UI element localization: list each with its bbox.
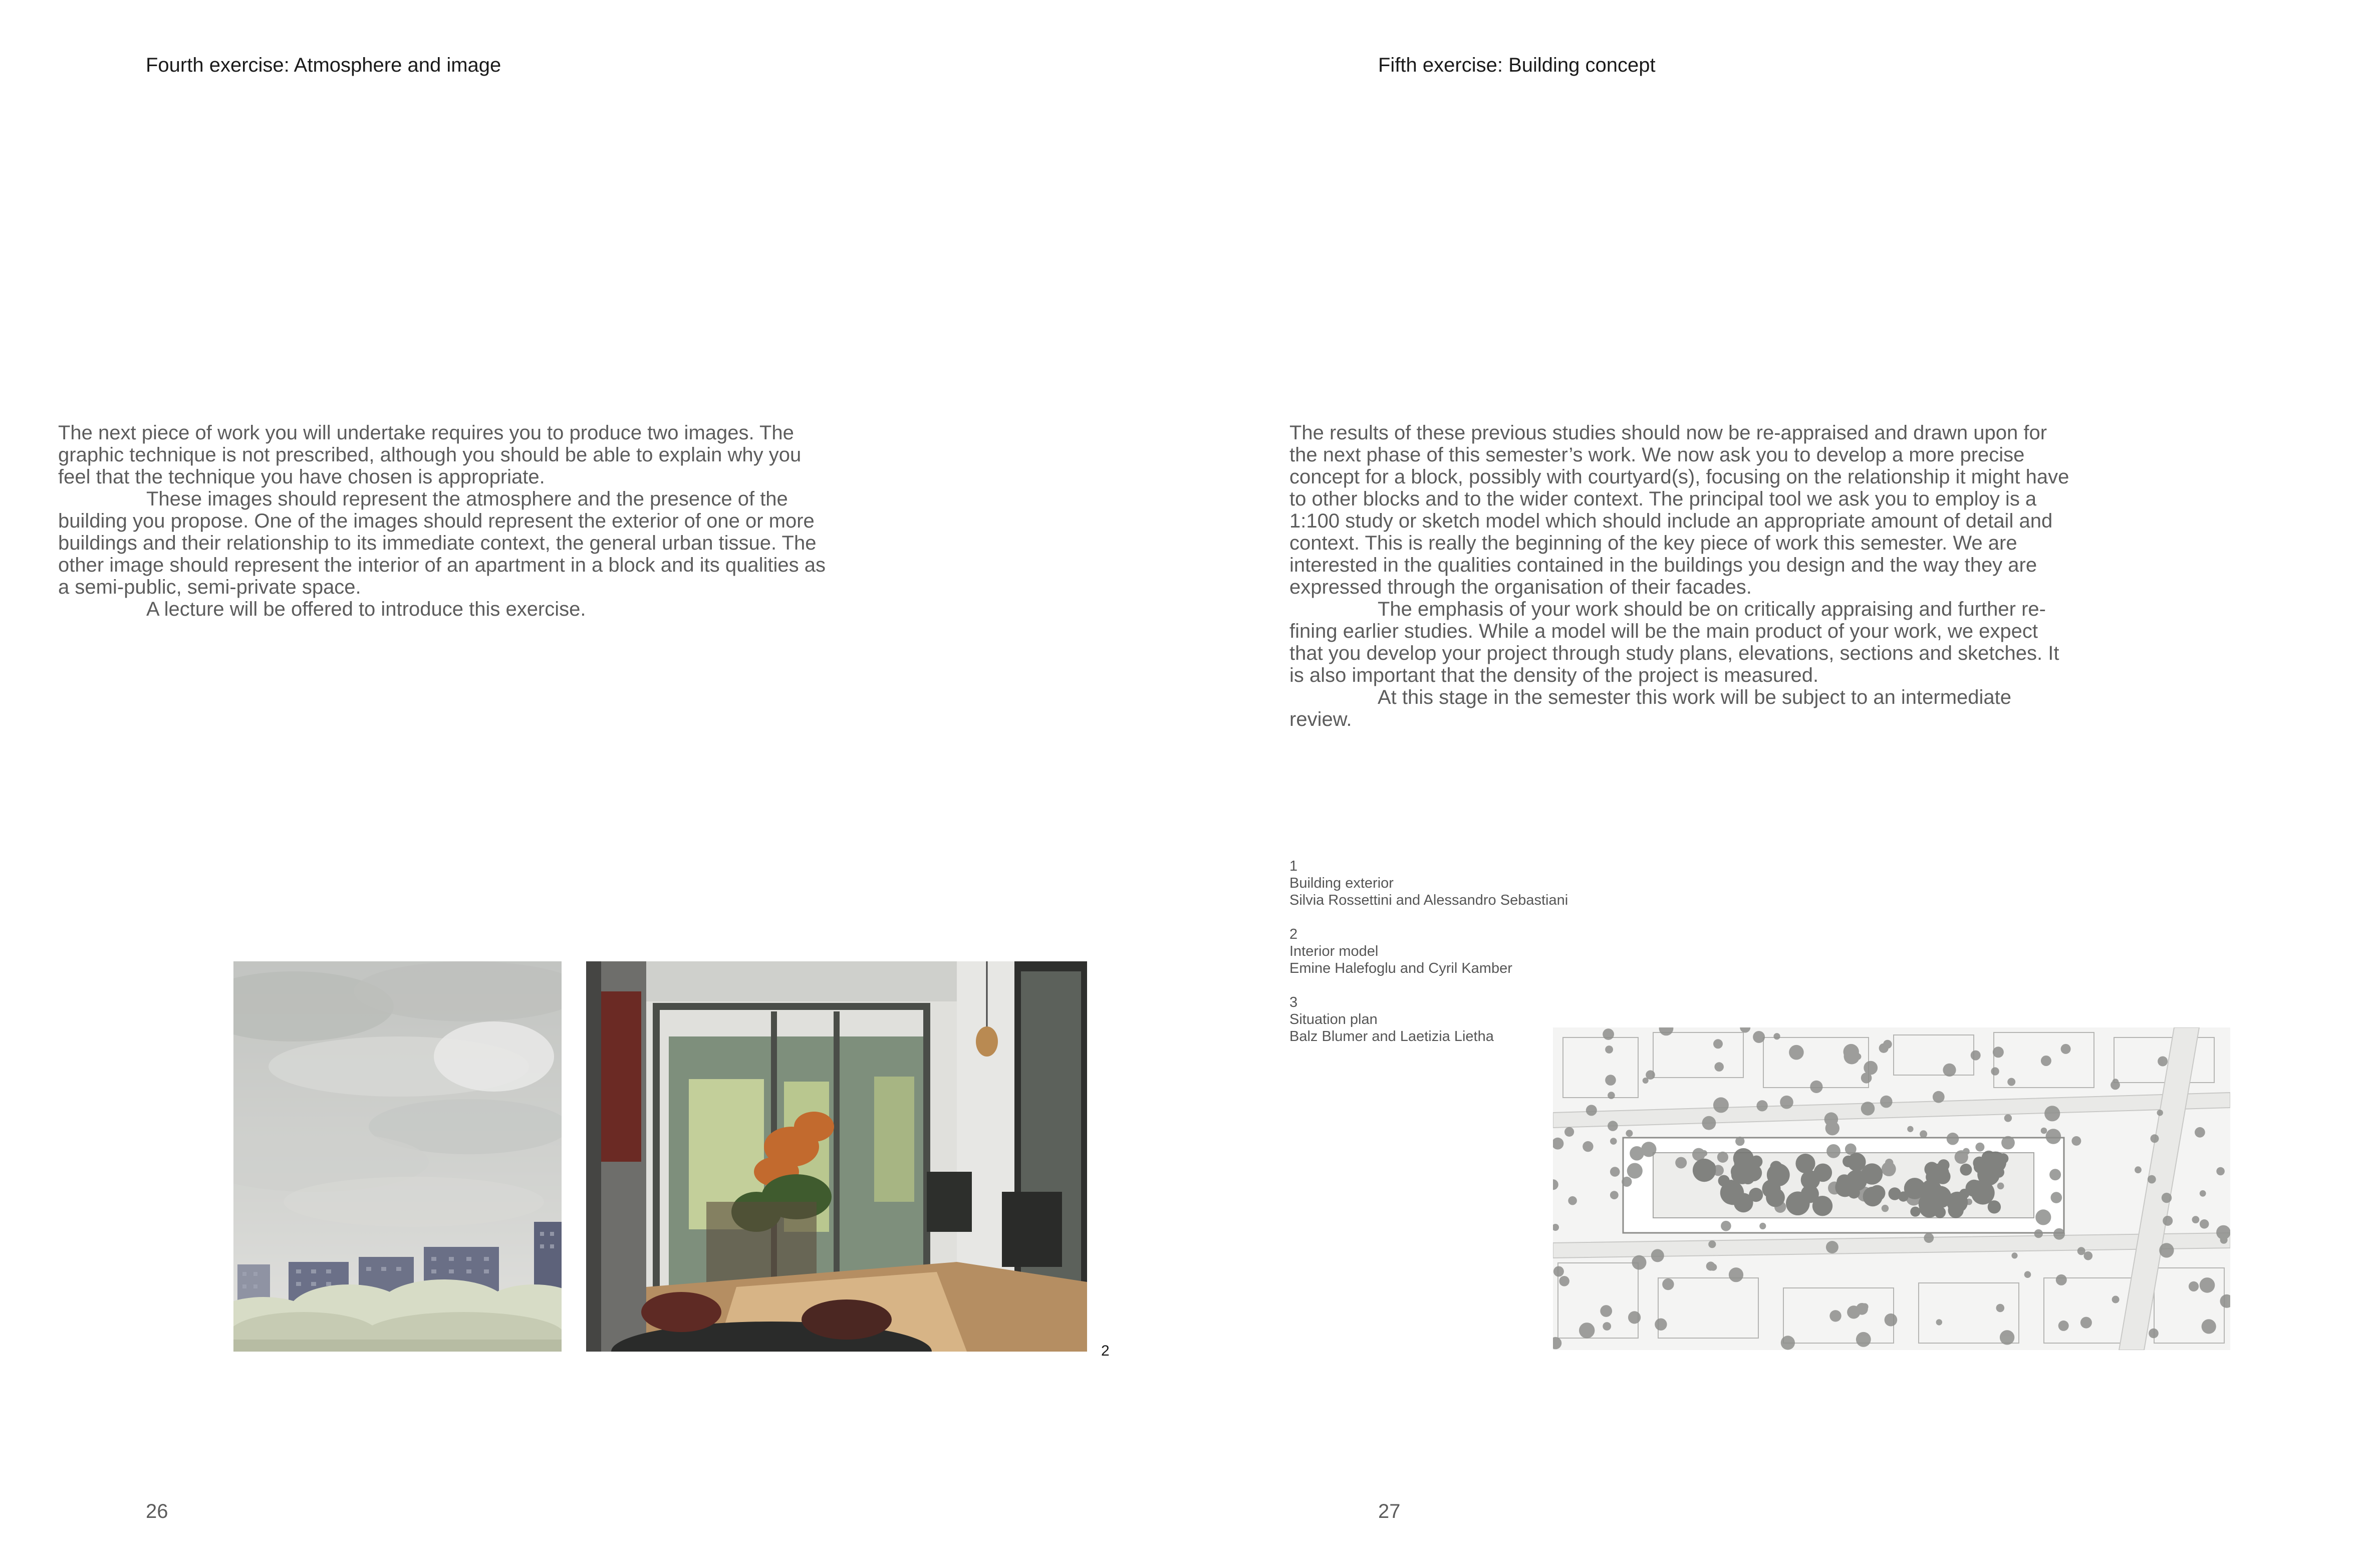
figure-situation-plan <box>1553 1027 2230 1350</box>
caption-title: Building exterior <box>1289 875 1394 891</box>
caption <box>1289 858 1640 909</box>
caption-authors: Balz Blumer and Laetizia Lietha <box>1289 1028 1494 1044</box>
figure-interior-model <box>586 961 1087 1352</box>
left-page <box>0 0 1183 1568</box>
caption-authors: Emine Halefoglu and Cyril Kamber <box>1289 960 1512 976</box>
situation-plan-image <box>1553 1027 2230 1350</box>
caption-title: Situation plan <box>1289 1011 1378 1027</box>
body-text <box>1289 422 2071 730</box>
paragraph: The emphasis of your work should be on critically appraising and further re-fining earlier studies. While a model will be the main product of your work, we expect that you develop your project through study plans, elevations, sections and sketches. It is also important that the density of the project is measured. <box>1289 598 2059 686</box>
caption <box>1289 926 1640 977</box>
paragraph: The results of these previous studies should now be re-appraised and drawn upon for the next phase of this semester’s work. We now ask you to develop a more precise concept for a block, possibly with courtyard(s), focusing on the relationship it might have to other blocks and to the wider context. The principal tool we ask you to employ is a 1:100 study or sketch model which should include an appropriate amount of detail and context. This is really the beginning of the key piece of work this semester. We are interested in the qualities contained in the buildings you design and the way they are expressed through the organisation of their facades. <box>1289 422 2069 598</box>
paragraph: At this stage in the semester this work will be subject to an intermediate review. <box>1289 686 2012 730</box>
figure-building-exterior <box>233 961 562 1352</box>
figure-reference: 2 <box>1101 1343 1110 1359</box>
caption-number: 2 <box>1289 926 1298 942</box>
paragraph: A lecture will be offered to introduce this exercise. <box>146 598 586 620</box>
page-number: 27 <box>1378 1500 1401 1522</box>
page-number: 26 <box>146 1500 168 1522</box>
caption-title: Interior model <box>1289 943 1379 959</box>
paragraph: The next piece of work you will undertake requires you to produce two images. The graphic technique is not prescribed, although you should be able to explain why you feel that the technique you have chosen is appropriate. <box>58 422 802 488</box>
caption-number: 3 <box>1289 994 1298 1010</box>
exterior-image <box>233 961 562 1352</box>
page-header: Fourth exercise: Atmosphere and image <box>146 54 501 76</box>
paragraph: These images should represent the atmosphere and the presence of the building you propose. One of the images should represent the exterior of one or more buildings and their relationship to its immediate context, the general urban tissue. The other image should represent the interior of an apartment in a block and its qualities as a semi-public, semi-private space. <box>58 488 826 598</box>
interior-image <box>586 961 1087 1352</box>
caption-authors: Silvia Rossettini and Alessandro Sebastiani <box>1289 892 1568 908</box>
caption-number: 1 <box>1289 858 1298 874</box>
right-page <box>1184 0 2367 1568</box>
page-header: Fifth exercise: Building concept <box>1378 54 1656 76</box>
body-text <box>58 422 830 620</box>
